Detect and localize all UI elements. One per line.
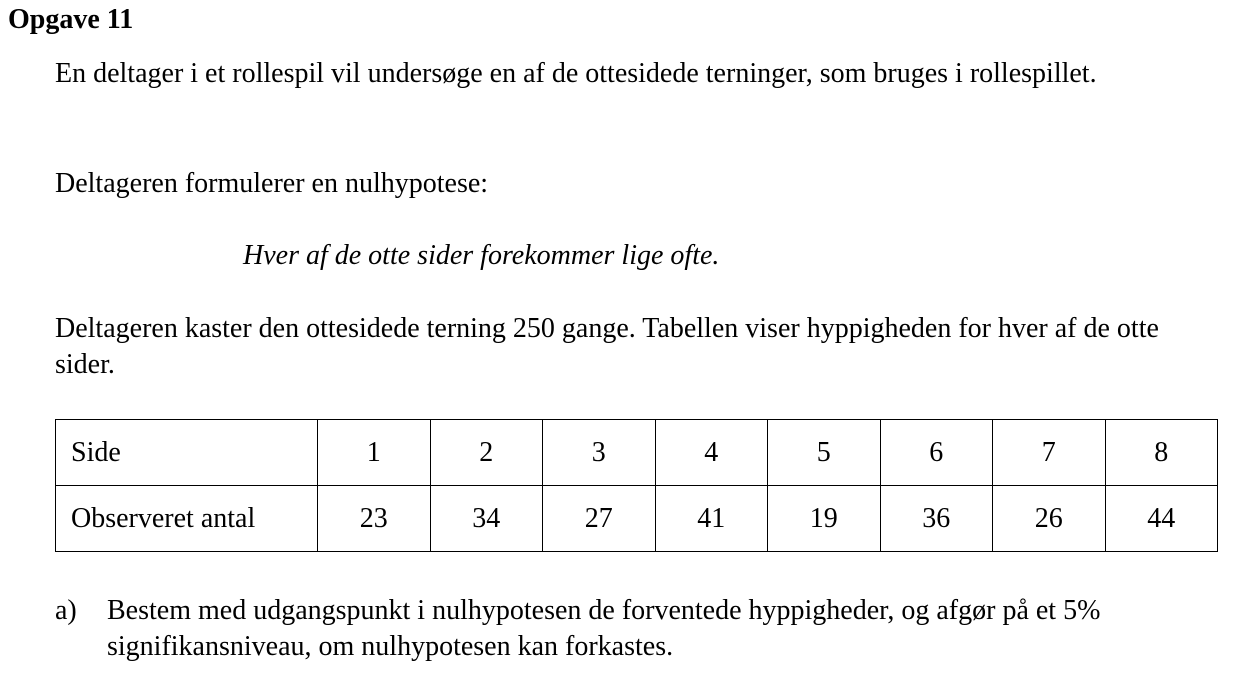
exercise-title: Opgave 11 <box>8 4 134 35</box>
table-cell: 5 <box>768 420 881 486</box>
row-header-observed: Observeret antal <box>56 486 318 552</box>
hypothesis-intro: Deltageren formulerer en nulhypotese: <box>55 168 489 199</box>
question-text: Bestem med udgangspunkt i nulhypotesen de forventede hyppigheder, og afgør på et 5% signifikansniveau, om nulhypotesen kan forkastes. <box>107 595 1101 662</box>
table-cell: 26 <box>993 486 1106 552</box>
table-cell: 8 <box>1105 420 1218 486</box>
table-cell: 3 <box>543 420 656 486</box>
table-cell: 4 <box>655 420 768 486</box>
table-row-observed <box>56 486 1218 552</box>
table-cell: 23 <box>318 486 431 552</box>
table-cell: 6 <box>880 420 993 486</box>
intro-paragraph: En deltager i et rollespil vil undersøge en af de ottesidede terninger, som bruges i rollespillet. <box>55 58 1097 89</box>
table-cell: 27 <box>543 486 656 552</box>
table-cell: 34 <box>430 486 543 552</box>
table-cell: 2 <box>430 420 543 486</box>
table-cell: 36 <box>880 486 993 552</box>
question-label: a) <box>55 595 77 626</box>
table-row-side <box>56 420 1218 486</box>
experiment-paragraph: Deltageren kaster den ottesidede terning 250 gange. Tabellen viser hyppigheden for hver af de otte sider. <box>55 313 1159 380</box>
null-hypothesis: Hver af de otte sider forekommer lige ofte. <box>243 240 720 271</box>
table-cell: 1 <box>318 420 431 486</box>
question-a <box>55 593 1225 665</box>
table-cell: 41 <box>655 486 768 552</box>
row-header-side: Side <box>56 420 318 486</box>
table-cell: 19 <box>768 486 881 552</box>
table-cell: 44 <box>1105 486 1218 552</box>
frequency-table <box>55 419 1218 552</box>
table-cell: 7 <box>993 420 1106 486</box>
